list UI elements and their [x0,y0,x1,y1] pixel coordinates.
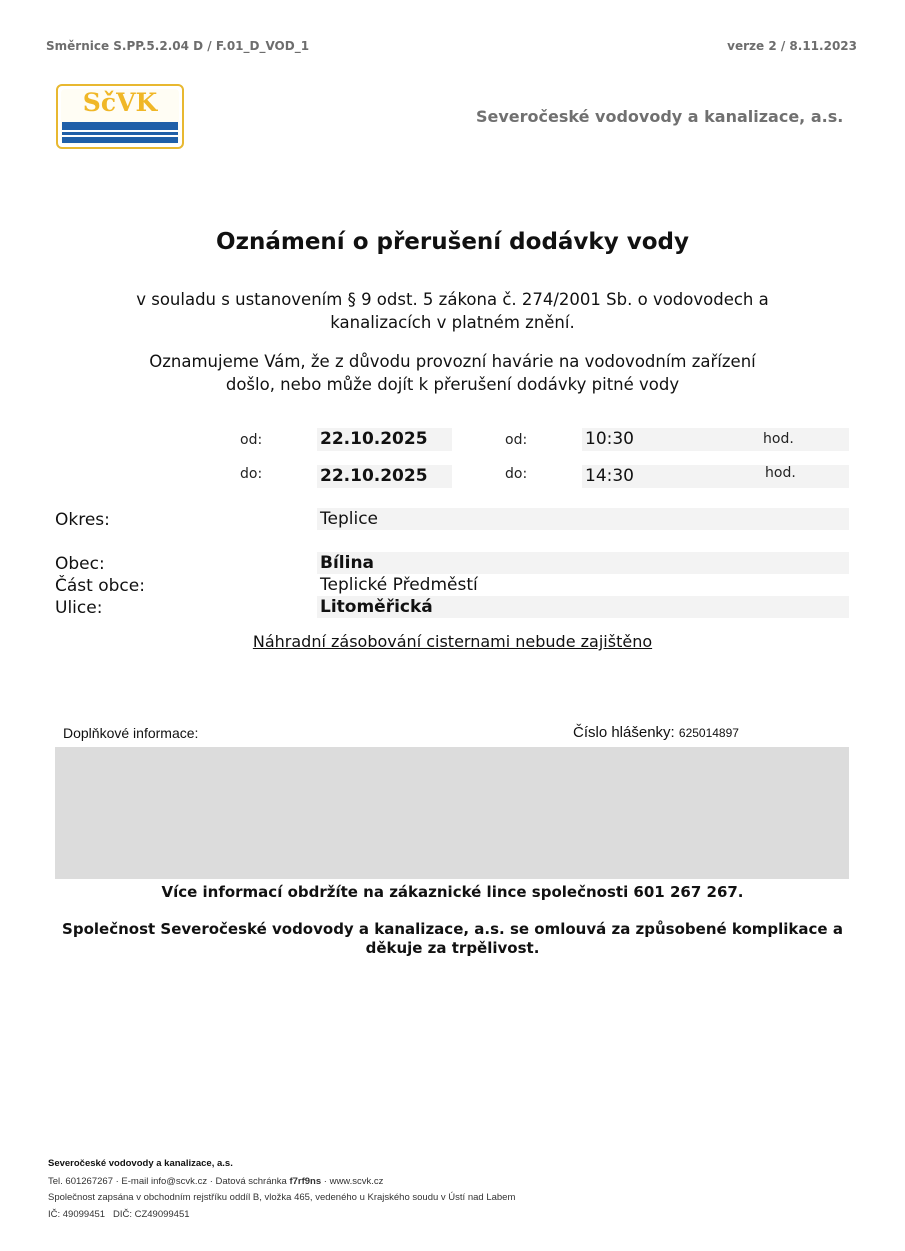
district-value: Teplice [317,508,849,530]
date-to-label: do: [240,466,263,482]
report-number-label: Číslo hlášenky: [573,724,675,741]
town-part-value: Teplické Předměstí [320,575,478,595]
footer-company: Severočeské vodovody a kanalizace, a.s. [48,1158,233,1169]
company-name-header: Severočeské vodovody a kanalizace, a.s. [476,107,844,126]
time-from-label: od: [505,432,528,448]
notice-line-2: došlo, nebo může dojít k přerušení dodávky pitné vody [225,375,680,394]
footer-data-box: f7rf9ns [289,1176,322,1187]
additional-info-label: Doplňkové informace: [63,725,199,741]
street-value: Litoměřická [317,596,849,618]
page-title: Oznámení o přerušení dodávky vody [216,229,689,255]
directive-code: Směrnice S.PP.5.2.04 D / F.01_D_VOD_1 [46,39,310,53]
municipality-value: Bílina [317,552,849,574]
town-part-label: Část obce: [55,576,145,596]
street-label: Ulice: [55,598,103,618]
time-to-value: 14:30 [585,466,634,486]
time-to-field [582,465,849,488]
apology-line-1: Společnost Severočeské vodovody a kanalizace, a.s. se omlouvá za způsobené komplikace a [62,920,843,938]
legal-basis-line-2: kanalizacích v platném znění. [330,313,575,332]
time-from-field [582,428,849,451]
time-to-unit: hod. [765,465,796,481]
footer-contact-prefix: Tel. 601267267 · E-mail info@scvk.cz · Datová schránka [48,1176,290,1187]
apology-text [0,920,905,958]
customer-line-text: Více informací obdržíte na zákaznické lince společnosti 601 267 267. [161,883,744,901]
footer-contact-suffix: · www.scvk.cz [321,1176,384,1187]
notice-text [80,350,825,396]
footer-ids: IČ: 49099451 DIČ: CZ49099451 [48,1209,190,1220]
time-to-label: do: [505,466,528,482]
logo-text: SčVK [82,88,158,117]
version-date: verze 2 / 8.11.2023 [727,39,857,53]
date-from-label: od: [240,432,263,448]
footer-contact [48,1176,383,1187]
additional-info-box [55,747,849,879]
report-number-value: 625014897 [678,726,739,740]
logo-water-stripes-icon [62,122,178,143]
date-to-value: 22.10.2025 [317,465,452,488]
municipality-label: Obec: [55,554,105,574]
footer-registry: Společnost zapsána v obchodním rejstříku oddíl B, vložka 465, vedeného u Krajského soudu v Ústí nad Labem [48,1192,516,1203]
legal-basis-line-1: v souladu s ustanovením § 9 odst. 5 zákona č. 274/2001 Sb. o vodovodech a [136,290,769,309]
time-from-value: 10:30 [585,429,634,449]
date-from-value: 22.10.2025 [317,428,452,451]
scvk-logo [56,84,184,149]
substitute-supply-note: Náhradní zásobování cisternami nebude zajištěno [252,632,653,651]
apology-line-2: děkuje za trpělivost. [365,939,540,957]
legal-basis-text [80,288,825,334]
notice-line-1: Oznamujeme Vám, že z důvodu provozní havárie na vodovodním zařízení [149,352,756,371]
district-label: Okres: [55,510,110,530]
report-number [573,724,739,741]
time-from-unit: hod. [763,431,794,447]
